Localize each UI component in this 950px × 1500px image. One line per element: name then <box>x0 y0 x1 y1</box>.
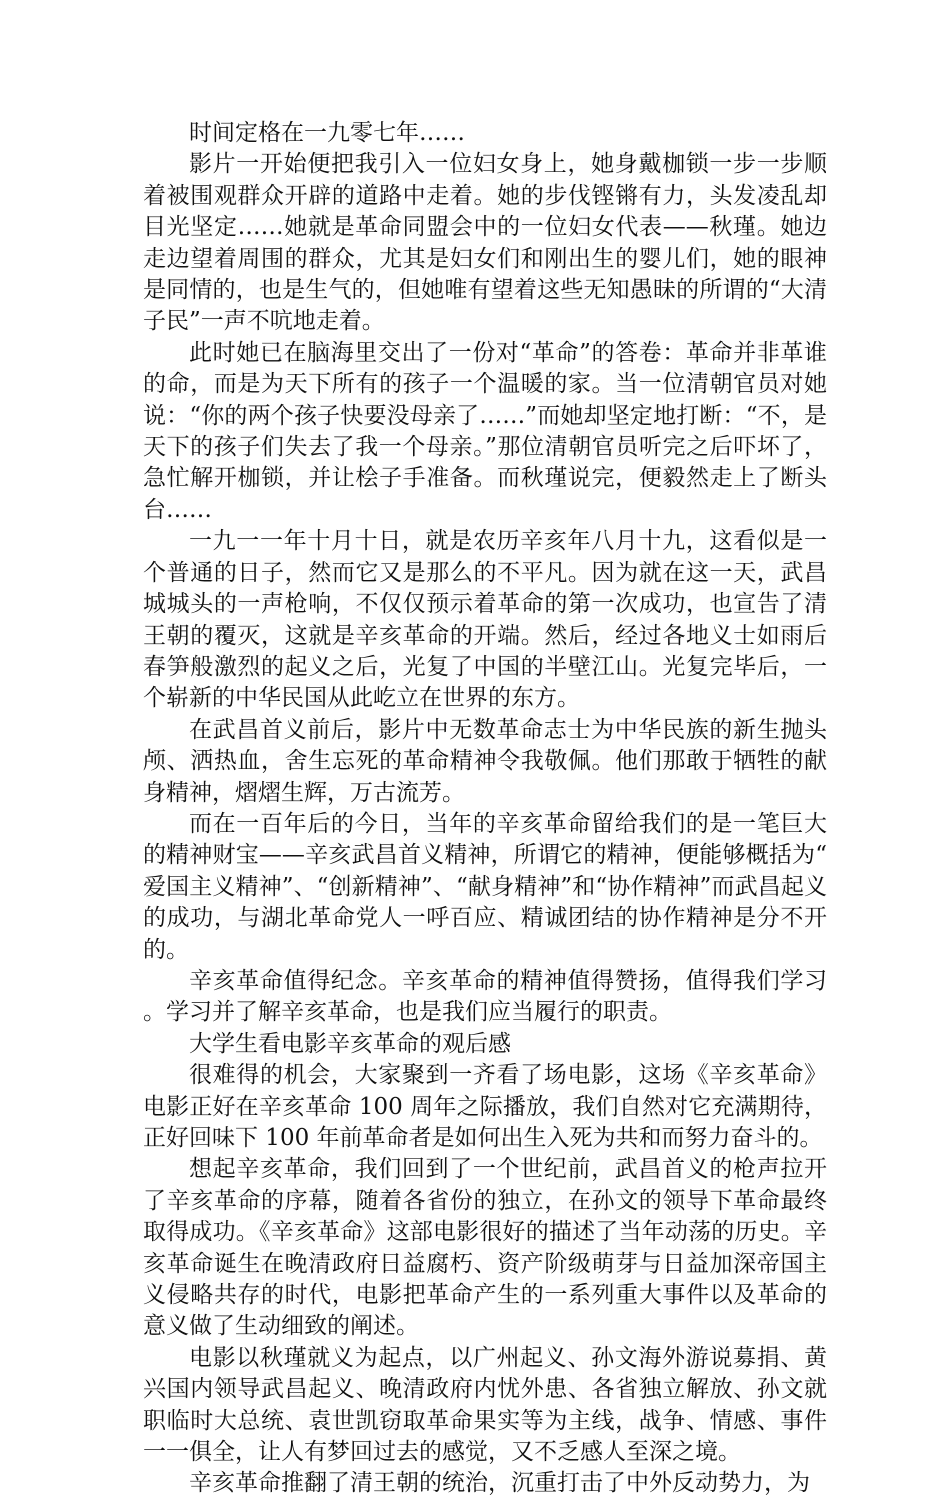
paragraph: 一九一一年十月十日，就是农历辛亥年八月十九，这看似是一个普通的日子，然而它又是那么的不平凡。因为就在这一天，武昌城城头的一声枪响，不仅仅预示着革命的第一次成功，也宣告了清王朝的覆灭，这就是辛亥革命的开端。然后，经过各地义士如雨后春笋般激烈的起义之后，光复了中国的半壁江山。光复完毕后，一个崭新的中华民国从此屹立在世界的东方。 <box>143 528 827 712</box>
paragraph: 辛亥革命值得纪念。辛亥革命的精神值得赞扬，值得我们学习。学习并了解辛亥革命，也是我们应当履行的职责。 <box>143 967 827 1026</box>
document-body <box>143 118 827 1500</box>
paragraph: 而在一百年后的今日，当年的辛亥革命留给我们的是一笔巨大的精神财宝——辛亥武昌首义精神，所谓它的精神，便能够概括为“爱国主义精神”、“创新精神”、“献身精神”和“协作精神”而武昌起义的成功，与湖北革命党人一呼百应、精诚团结的协作精神是分不开的。 <box>143 810 827 963</box>
paragraph: 很难得的机会，大家聚到一齐看了场电影，这场《辛亥革命》电影正好在辛亥革命 100 周年之际播放，我们自然对它充满期待，正好回味下 100 年前革命者是如何出生入死为共和而努力奋斗的。 <box>143 1062 827 1151</box>
paragraph: 辛亥革命推翻了清王朝的统治，沉重打击了中外反动势力，为 <box>189 1470 810 1497</box>
paragraph: 在武昌首义前后，影片中无数革命志士为中华民族的新生抛头颅、洒热血，舍生忘死的革命精神令我敬佩。他们那敢于牺牲的献身精神，熠熠生辉，万古流芳。 <box>143 716 827 806</box>
paragraph: 此时她已在脑海里交出了一份对“革命”的答卷：革命并非革谁的命，而是为天下所有的孩子一个温暖的家。当一位清朝官员对她说：“你的两个孩子快要没母亲了……”而她却坚定地打断：“不，是天下的孩子们失去了我一个母亲。”那位清朝官员听完之后吓坏了，急忙解开枷锁，并让桧子手准备。而秋瑾说完，便毅然走上了断头台…… <box>143 339 827 523</box>
paragraph: 时间定格在一九零七年…… <box>189 120 465 146</box>
paragraph: 影片一开始便把我引入一位妇女身上，她身戴枷锁一步一步顺着被围观群众开辟的道路中走着。她的步伐铿锵有力，头发凌乱却目光坚定……她就是革命同盟会中的一位妇女代表——秋瑾。她边走边望着周围的群众，尤其是妇女们和刚出生的婴儿们，她的眼神是同情的，也是生气的，但她唯有望着这些无知愚昧的所谓的“大清子民”一声不吭地走着。 <box>143 151 827 335</box>
paragraph: 电影以秋瑾就义为起点，以广州起义、孙文海外游说募捐、黄兴国内领导武昌起义、晚清政府内忧外患、各省独立解放、孙文就职临时大总统、袁世凯窃取革命果实等为主线，战争、情感、事件一一俱全，让人有梦回过去的感觉，又不乏感人至深之境。 <box>143 1344 827 1466</box>
section-heading: 大学生看电影辛亥革命的观后感 <box>189 1030 511 1057</box>
paragraph: 想起辛亥革命，我们回到了一个世纪前，武昌首义的枪声拉开了辛亥革命的序幕，随着各省份的独立，在孙文的领导下革命最终取得成功。《辛亥革命》这部电影很好的描述了当年动荡的历史。辛亥革命诞生在晚清政府日益腐朽、资产阶级萌芽与日益加深帝国主义侵略共存的时代，电影把革命产生的一系列重大事件以及革命的意义做了生动细致的阐述。 <box>143 1156 827 1340</box>
